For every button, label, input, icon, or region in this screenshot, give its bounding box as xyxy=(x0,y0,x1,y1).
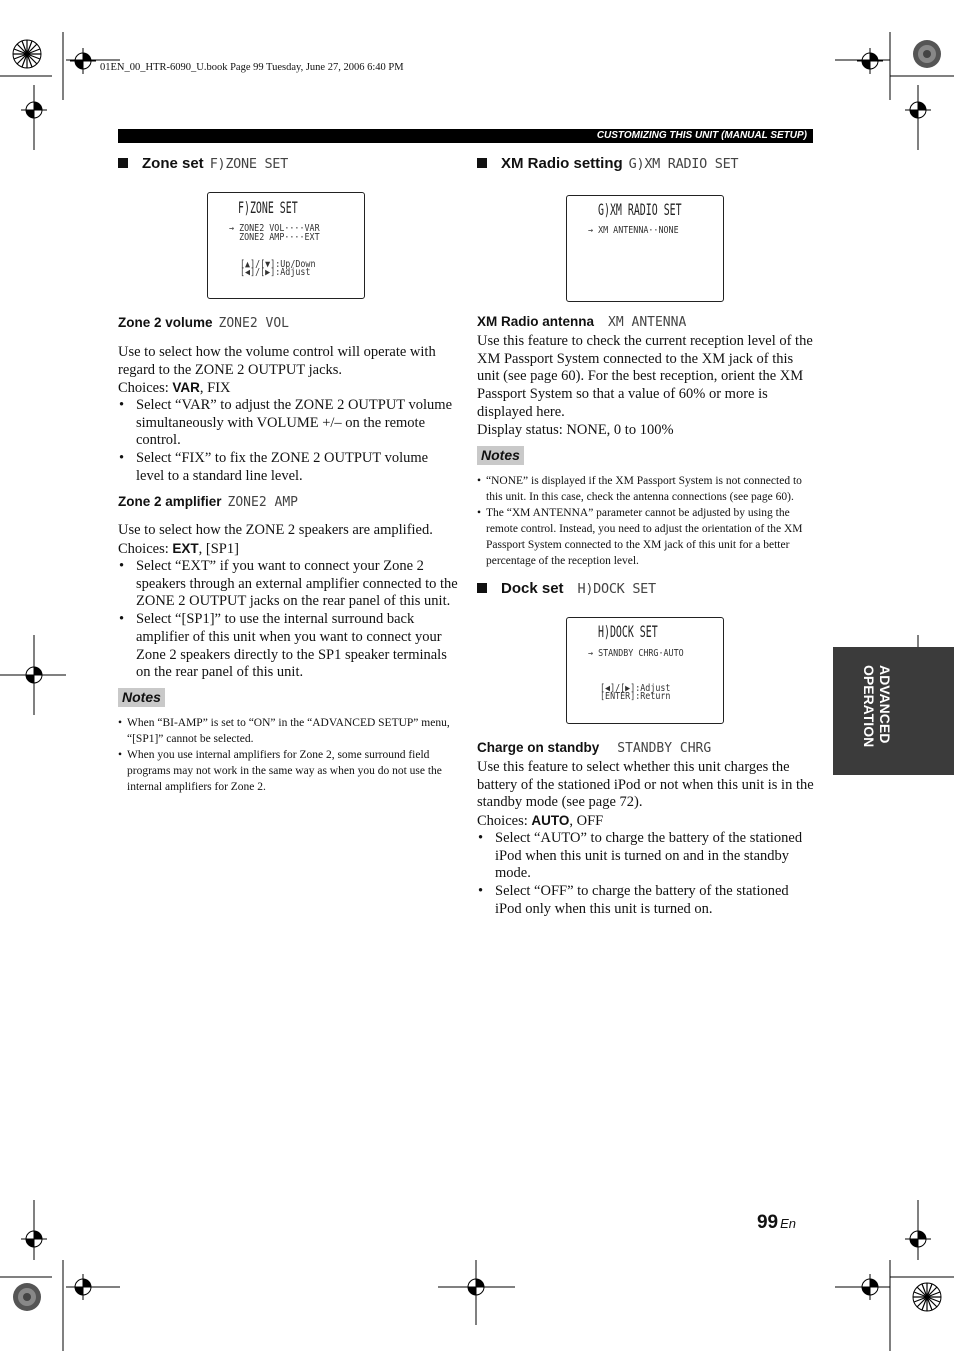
zone-set-heading: Zone set F)ZONE SET xyxy=(118,155,288,172)
xm-radio-code: G)XM RADIO SET xyxy=(628,156,739,172)
zone2-volume-bullets xyxy=(118,397,458,486)
xm-display-status: Display status: NONE, 0 to 100% xyxy=(477,421,674,438)
square-bullet-icon xyxy=(477,158,487,168)
charge-standby-desc: Use this feature to select whether this unit charges the battery of the stationed iPod or not when this unit is in the standby mode (see page 72). Choices: AUTO, OFF xyxy=(477,759,814,830)
lcd-line: → ZONE2 VOL····VAR xyxy=(229,223,320,234)
list-item: • Select “[SP1]” to use the internal surround back amplifier of this unit when you want to connect your Zone 2 speakers directly to the SP1 speaker terminals on the rear panel of this unit. xyxy=(118,611,458,682)
zone-set-notes xyxy=(118,715,458,795)
list-item: • Select “VAR” to adjust the ZONE 2 OUTPUT volume simultaneously with VOLUME +/– on the remote control. xyxy=(118,397,458,450)
side-tab-label: ADVANCED OPERATION xyxy=(861,665,893,748)
charge-standby-heading: Charge on standby STANDBY CHRG xyxy=(477,740,712,756)
list-item: • Select “AUTO” to charge the battery of the stationed iPod when this unit is turned on and in the standby mode. xyxy=(477,830,815,883)
zone2-volume-heading: Zone 2 volume ZONE2 VOL xyxy=(118,315,289,331)
lcd-title: F)ZONE SET xyxy=(238,198,298,217)
lcd-line: [◀]/[▶]:Adjust xyxy=(600,683,671,694)
square-bullet-icon xyxy=(477,583,487,593)
notes-label: Notes xyxy=(118,688,165,707)
running-header-bar xyxy=(118,129,813,143)
zone-set-lcd-screen xyxy=(207,192,365,299)
file-header: 01EN_00_HTR-6090_U.book Page 99 Tuesday, June 27, 2006 6:40 PM xyxy=(100,62,404,73)
lcd-title: G)XM RADIO SET xyxy=(598,200,682,219)
page-number: 99 En xyxy=(756,1212,796,1233)
list-item: • Select “OFF” to charge the battery of the stationed iPod only when this unit is turned on. xyxy=(477,883,815,918)
square-bullet-icon xyxy=(118,158,128,168)
lcd-line: → XM ANTENNA··NONE xyxy=(588,225,679,236)
lcd-line: [◀]/[▶]:Adjust xyxy=(240,267,311,278)
dock-set-lcd-screen xyxy=(566,617,724,724)
lcd-title: H)DOCK SET xyxy=(598,622,658,641)
zone-set-code: F)ZONE SET xyxy=(209,156,288,172)
xm-radio-lcd-screen xyxy=(566,195,724,302)
zone2-volume-choices: Choices: VAR, FIX xyxy=(118,380,231,397)
list-item: • Select “EXT” if you want to connect your Zone 2 speakers through an external amplifier connected to the ZONE 2 OUTPUT jacks on the rear panel of this unit. xyxy=(118,558,458,611)
lcd-line: → STANDBY CHRG·AUTO xyxy=(588,648,684,659)
running-header: CUSTOMIZING THIS UNIT (MANUAL SETUP) xyxy=(596,130,807,141)
xm-radio-notes xyxy=(477,473,815,569)
zone2-volume-desc: Use to select how the volume control will operate with regard to the ZONE 2 OUTPUT jacks. Choices: VAR, FIX xyxy=(118,344,458,398)
dock-set-heading: Dock set H)DOCK SET xyxy=(477,580,656,597)
note-item: • The “XM ANTENNA” parameter cannot be adjusted by using the remote control. Instead, you need to adjust the orientation of the XM Passport System connected to the XM jack of this unit for a better percentage of the reception level. xyxy=(477,505,815,569)
zone2-amp-heading: Zone 2 amplifier ZONE2 AMP xyxy=(118,494,298,510)
note-item: • When you use internal amplifiers for Zone 2, some surround field programs may not work in the same way as when you do not use the internal amplifiers for Zone 2. xyxy=(118,747,458,795)
zone2-amp-choices: Choices: EXT, [SP1] xyxy=(118,540,239,557)
lcd-line: [ENTER]:Return xyxy=(600,691,671,702)
lcd-line: ZONE2 AMP····EXT xyxy=(229,232,320,243)
notes-label: Notes xyxy=(477,446,524,465)
note-item: • When “BI-AMP” is set to “ON” in the “ADVANCED SETUP” menu, “[SP1]” cannot be selected. xyxy=(118,715,458,747)
xm-radio-heading: XM Radio setting G)XM RADIO SET xyxy=(477,155,738,172)
list-item: • Select “FIX” to fix the ZONE 2 OUTPUT volume level to a standard line level. xyxy=(118,450,458,485)
xm-antenna-desc: Use this feature to check the current reception level of the XM Passport System connected to the XM jack of this unit (see page 60). For the best reception, orient the XM Passport System so that a value of 60% or more is displayed here. Display status: NONE, 0 to 100% xyxy=(477,333,815,439)
dock-set-code: H)DOCK SET xyxy=(577,581,656,597)
lcd-line: [▲]/[▼]:Up/Down xyxy=(240,259,316,270)
charge-standby-choices: Choices: AUTO, OFF xyxy=(477,813,604,830)
note-item: • “NONE” is displayed if the XM Passport System is not connected to this unit. In this case, check the antenna connections (see page 60). xyxy=(477,473,815,505)
xm-antenna-heading: XM Radio antenna XM ANTENNA xyxy=(477,314,687,330)
section-side-tab xyxy=(833,647,954,775)
zone2-amp-desc: Use to select how the ZONE 2 speakers are amplified. Choices: EXT, [SP1] xyxy=(118,522,458,558)
zone2-amp-bullets xyxy=(118,558,458,682)
charge-standby-bullets xyxy=(477,830,815,919)
